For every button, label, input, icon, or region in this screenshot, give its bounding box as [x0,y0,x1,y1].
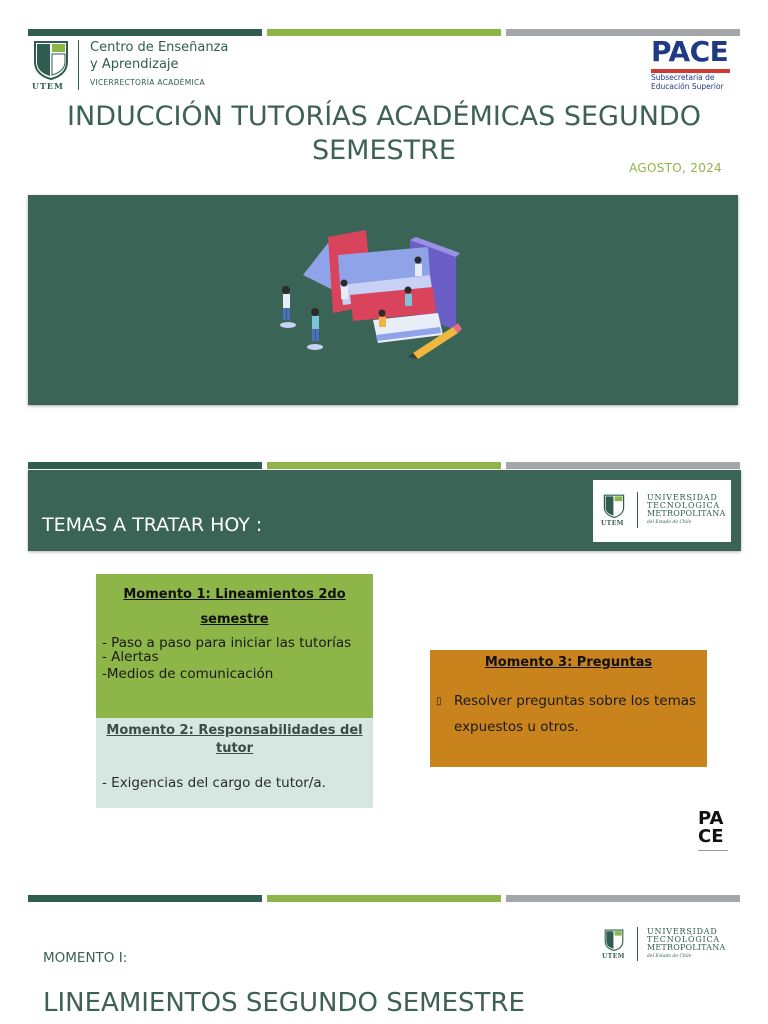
pace-word: PACE [651,35,729,68]
pace-sub-line1: Subsecretaría de [651,73,715,82]
cea-divider [78,40,79,90]
moment-1-line3: -Medios de comunicación [102,666,274,682]
moment-3-box [430,650,707,767]
utem-line3: METROPOLITANA [647,509,726,518]
hero-panel [28,195,738,405]
utem-line3: METROPOLITANA [647,943,726,952]
slide2-stripe-gray [506,462,740,469]
utem-line2: TECNOLÓGICA [647,935,720,944]
topics-header [28,470,741,551]
cea-department: VICERRECTORÍA ACADÉMICA [90,78,205,87]
slide-1-date: AGOSTO, 2024 [629,161,722,175]
moment-1-box [96,574,373,718]
utem-line4: del Estado de Chile [647,954,692,959]
moment-1-label: MOMENTO I: [43,950,128,966]
cea-name-line2: y Aprendizaje [90,57,179,72]
utem-word: UTEM [601,520,624,527]
moment-1-title: LINEAMIENTOS SEGUNDO SEMESTRE [43,988,525,1018]
pace-subtitle [651,74,724,91]
moment-1-heading: Momento 1: Lineamientos 2do semestre [123,587,346,627]
moment-2-box [96,718,373,808]
slide-1-title: INDUCCIÓN TUTORÍAS ACADÉMICAS SEGUNDO SEMESTRE [67,101,701,166]
utem-logo-card [593,480,731,542]
pace-small-underline [698,850,728,851]
utem-shield-icon [604,929,624,951]
moment-1-line2: - Alertas [102,649,159,665]
topics-title: TEMAS A TRATAR HOY : [42,514,263,536]
pace-small-line2: CE [698,826,724,847]
top-stripe-green [267,29,501,36]
moment-3-bullet-text: Resolver preguntas sobre los temas expuestos u otros. [454,693,697,735]
utem-line1: UNIVERSIDAD [647,927,718,936]
cea-name-line1: Centro de Enseñanza [90,40,229,55]
pace-small-line1: PA [698,808,724,829]
utem-line2: TECNOLÓGICA [647,501,720,510]
moment-2-line1: - Exigencias del cargo de tutor/a. [102,775,326,791]
cea-utem-word: UTEM [32,81,64,91]
utem-line1: UNIVERSIDAD [647,493,718,502]
students-books-illustration [28,195,738,405]
moment-1-line1: - Paso a paso para iniciar las tutorías [102,635,352,651]
utem-shield-icon [603,494,625,518]
top-stripe-dark [28,29,262,36]
moment-3-heading: Momento 3: Preguntas [484,655,653,670]
moment-2-heading: Momento 2: Responsabilidades del tutor [106,723,363,756]
slide3-stripe-green [267,895,501,902]
slide2-stripe-green [267,462,501,469]
moment-3-bullet-row [430,688,707,740]
bullet-box-icon: ▯ [436,696,442,707]
utem-word: UTEM [602,953,625,960]
slide2-stripe-dark [28,462,262,469]
slide3-stripe-dark [28,895,262,902]
utem-divider [637,927,638,961]
utem-line4: del Estado de Chile [647,520,692,525]
pace-small-logo [698,810,728,851]
utem-divider [637,492,638,528]
utem-shield-icon [33,40,69,80]
slide3-stripe-gray [506,895,740,902]
pace-sub-line2: Educación Superior [651,81,724,91]
